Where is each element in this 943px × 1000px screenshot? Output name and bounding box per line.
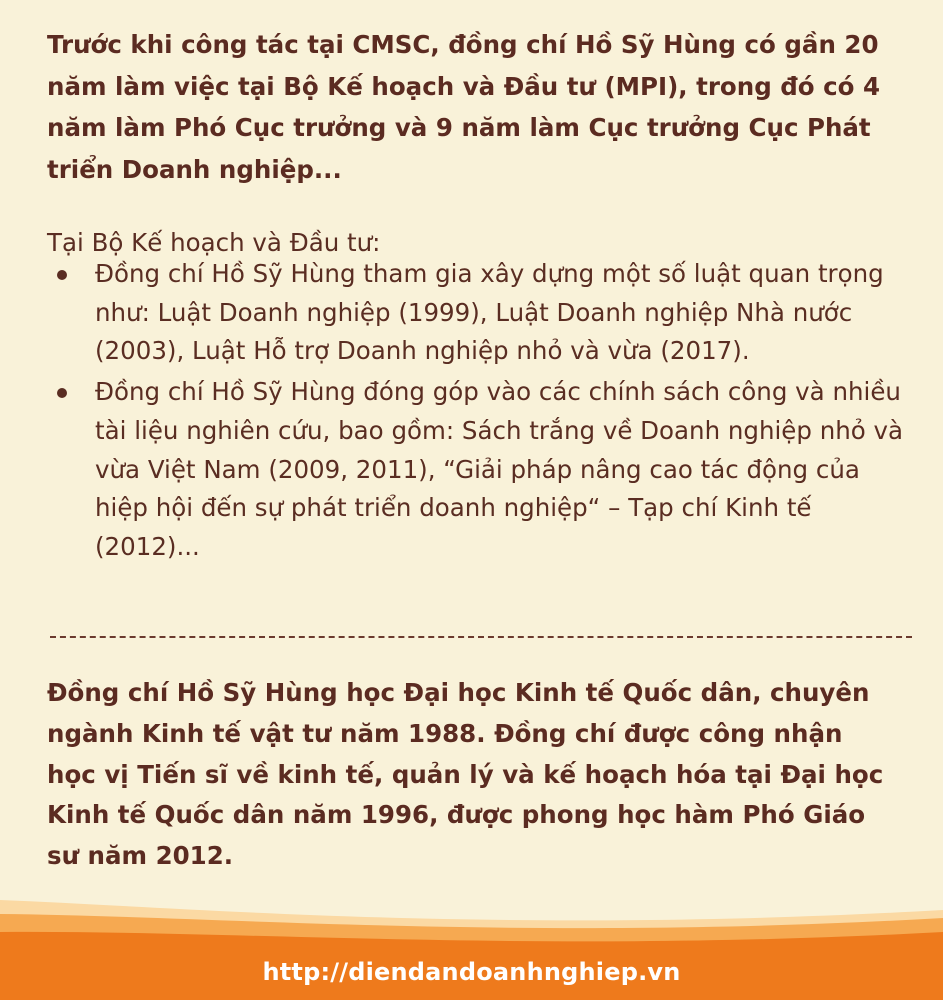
bullet-text: Đồng chí Hồ Sỹ Hùng đóng góp vào các chính sách công và nhiều tài liệu nghiên cứu, bao gồm: Sách trắng về Doanh nghiệp nhỏ và vừa Việt Nam (2009, 2011), “Giải pháp nâng cao tác động của hiệp hội đến sự phát triển doanh nghiệp“ – Tạp chí Kinh tế (2012)... (95, 377, 904, 561)
bio-paragraph: Đồng chí Hồ Sỹ Hùng học Đại học Kinh tế Quốc dân, chuyên ngành Kinh tế vật tư năm 1988. Đồng chí được công nhận học vị Tiến sĩ về kinh tế, quản lý và kế hoạch hóa tại Đại học Kinh tế Quốc dân năm 1996, được phong học hàm Phó Giáo sư năm 2012. (47, 678, 884, 871)
footer-website-link[interactable]: http://diendandoanhnghiep.vn (262, 958, 681, 986)
list-item (47, 255, 917, 371)
list-item (47, 373, 917, 567)
intro-paragraph: Trước khi công tác tại CMSC, đồng chí Hồ Sỹ Hùng có gần 20 năm làm việc tại Bộ Kế hoạch và Đầu tư (MPI), trong đó có 4 năm làm Phó Cục trưởng và 9 năm làm Cục trưởng Cục Phát triển Doanh nghiệp... (47, 30, 881, 184)
bullet-dot-icon (57, 270, 67, 280)
bullet-list (47, 255, 917, 567)
section-heading: Tại Bộ Kế hoạch và Đầu tư: (47, 228, 381, 257)
bullet-dot-icon (57, 388, 67, 398)
dashed-divider (50, 636, 912, 638)
bullet-text: Đồng chí Hồ Sỹ Hùng tham gia xây dựng một số luật quan trọng như: Luật Doanh nghiệp (1999), Luật Doanh nghiệp Nhà nước (2003), Luật Hỗ trợ Doanh nghiệp nhỏ và vừa (2017). (95, 259, 884, 366)
